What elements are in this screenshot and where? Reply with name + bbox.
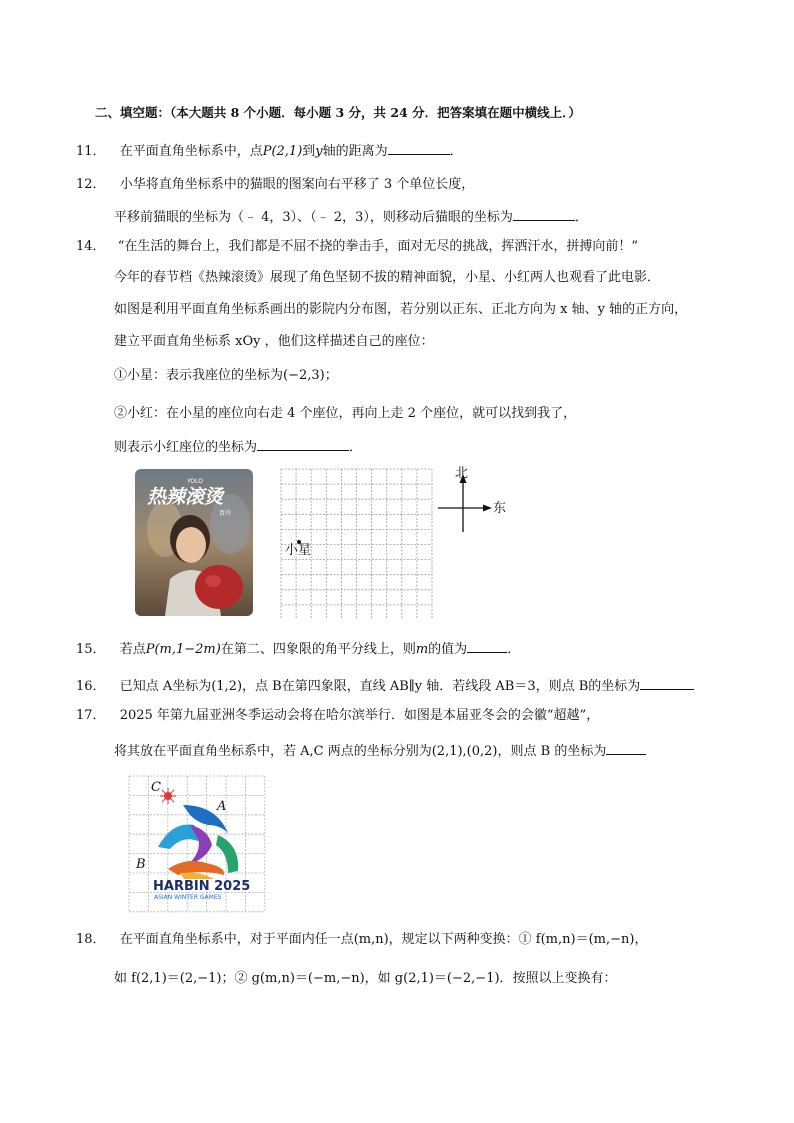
question-16 xyxy=(76,675,694,697)
point-b-label: B xyxy=(136,857,146,872)
q12-end: ． xyxy=(574,210,588,225)
q15-end: ． xyxy=(507,642,521,657)
xiaoxing-label: 小星 xyxy=(285,543,312,558)
q12-line2-row xyxy=(114,206,588,228)
q14-end: ． xyxy=(349,440,363,455)
question-15 xyxy=(76,638,520,660)
q11-end: ． xyxy=(449,144,463,159)
poster-credit: 贾玲 xyxy=(219,510,232,517)
q12-line1: 小华将直角坐标系中的猫眼的图案向右平移了 3 个单位长度， xyxy=(119,177,475,192)
q17-line2-row xyxy=(114,740,646,762)
q15-point: P(m,1−2m) xyxy=(145,642,221,657)
answer-blank[interactable] xyxy=(606,740,646,755)
question-number: 15． xyxy=(76,642,106,657)
answer-blank[interactable] xyxy=(513,206,575,221)
logo-subtext: ASIAN WINTER GAMES xyxy=(154,894,222,901)
question-number: 17． xyxy=(76,708,106,723)
q14-line7-row xyxy=(114,436,362,458)
movie-poster-image xyxy=(135,469,253,616)
q14-line3: 如图是利用平面直角坐标系画出的影院内分布图，若分别以正东、正北方向为 x 轴、y 轴的正方向， xyxy=(114,302,688,317)
q11-point: P(2,1) xyxy=(262,144,303,159)
q18-line2: 如 f(2,1)＝(2,−1)；② g(m,n)＝(−m,−n)，如 g(2,1)＝(−2,−1)．按照以上变换有： xyxy=(114,971,617,986)
q14-line1: “在生活的舞台上，我们都是不屈不挠的拳击手，面对无尽的挑战，挥洒汗水，拼搏向前！” xyxy=(117,239,638,254)
logo-text: HARBIN 2025 xyxy=(153,879,251,894)
q14-line7: 则表示小红座位的坐标为 xyxy=(114,440,258,455)
answer-blank[interactable] xyxy=(257,436,349,451)
q17-line2: 将其放在平面直角坐标系中，若 A,C 两点的坐标分别为(2,1),(0,2)，则点 B 的坐标为 xyxy=(114,744,607,759)
question-number: 18． xyxy=(76,932,106,947)
q11-text-c: 轴的距离为 xyxy=(322,144,388,159)
poster-top: YOLO xyxy=(187,478,203,485)
q11-text-b: 到 xyxy=(302,144,316,159)
q15-text-a: 若点 xyxy=(119,642,146,657)
point-a-label: A xyxy=(217,799,227,814)
answer-blank[interactable] xyxy=(388,140,450,155)
q15-text-b: 在第二、四象限的角平分线上，则 xyxy=(220,642,416,657)
q18-line1: 在平面直角坐标系中，对于平面内任一点(m,n)，规定以下两种变换：① f(m,n)＝(m,−n)， xyxy=(119,932,648,947)
q14-line2: 今年的春节档《热辣滚烫》展现了角色坚韧不拔的精神面貌，小星、小红两人也观看了此电影． xyxy=(114,270,661,285)
question-12 xyxy=(76,175,474,195)
q14-line4: 建立平面直角坐标系 xOy ，他们这样描述自己的座位： xyxy=(114,334,434,349)
question-number: 16． xyxy=(76,679,106,694)
question-number: 14． xyxy=(76,239,106,254)
question-17 xyxy=(76,706,599,726)
q15-var: m xyxy=(415,642,429,657)
answer-blank[interactable] xyxy=(467,638,507,653)
section-title: 二、填空题：（本大题共 8 个小题．每小题 3 分，共 24 分．把答案填在题中横线上．） xyxy=(95,105,581,120)
compass-north-label: 北 xyxy=(455,466,469,481)
question-14 xyxy=(76,237,638,257)
poster-title: 热辣滚烫 xyxy=(147,486,224,508)
asian-winter-games-logo-grid xyxy=(128,775,268,913)
q11-axis: y xyxy=(315,144,323,159)
q14-line6: ②小红：在小星的座位向右走 4 个座位，再向上走 2 个座位，就可以找到我了， xyxy=(114,406,577,421)
compass-diagram xyxy=(430,460,520,540)
question-number: 12． xyxy=(76,177,106,192)
question-number: 11． xyxy=(76,144,106,159)
point-c-label: C xyxy=(151,780,161,795)
q11-text-a: 在平面直角坐标系中，点 xyxy=(119,144,263,159)
q15-text-c: 的值为 xyxy=(428,642,468,657)
q17-line1: 2025 年第九届亚洲冬季运动会将在哈尔滨举行．如图是本届亚冬会的会徽“超越”， xyxy=(119,708,600,723)
question-18 xyxy=(76,930,647,950)
q14-line5: ①小星：表示我座位的坐标为(−2,3)； xyxy=(114,368,338,383)
q16-text: 已知点 A坐标为(1,2)，点 B在第四象限，直线 AB∥y 轴．若线段 AB＝3，则点 B的坐标为 xyxy=(119,679,641,694)
q12-line2: 平移前猫眼的坐标为（﹣ 4，3）、（﹣ 2，3），则移动后猫眼的坐标为 xyxy=(114,210,513,225)
compass-east-label: 东 xyxy=(493,501,507,516)
question-11 xyxy=(76,140,463,162)
answer-blank[interactable] xyxy=(640,675,694,690)
